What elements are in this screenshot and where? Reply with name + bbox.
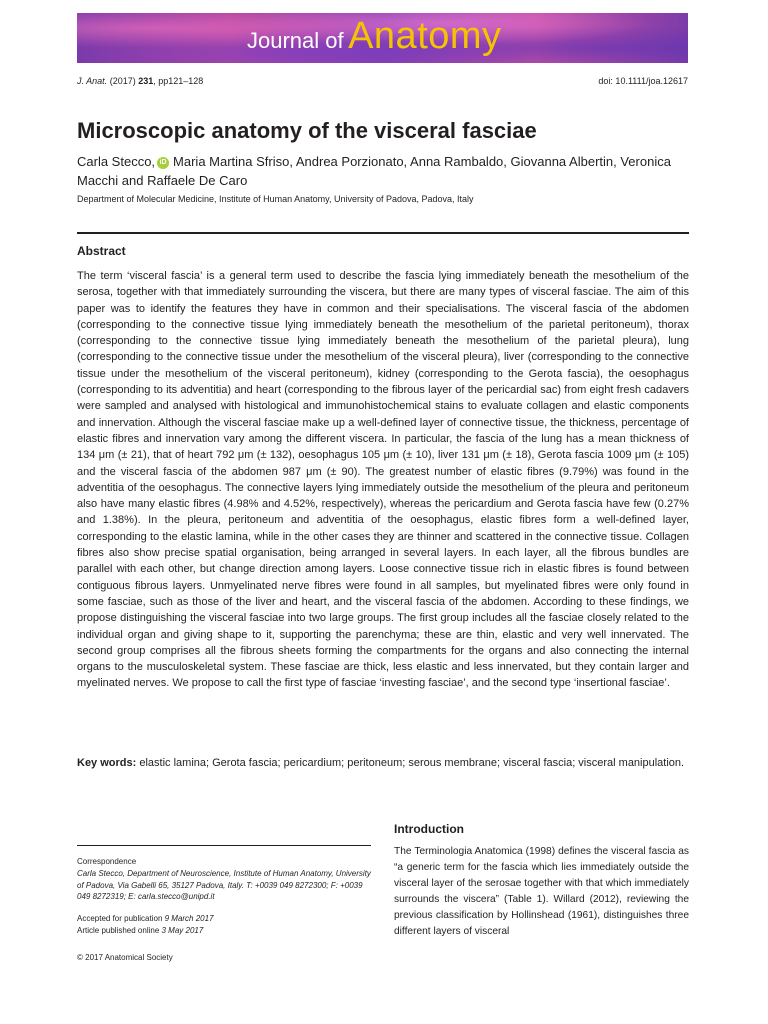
accepted-line	[77, 913, 214, 925]
copyright: © 2017 Anatomical Society	[77, 953, 173, 962]
journal-title-prefix: Journal of	[247, 28, 344, 53]
keywords-list: elastic lamina; Gerota fascia; pericardium; peritoneum; serous membrane; visceral fascia; visceral manipulation.	[136, 757, 685, 769]
correspondence-rule	[77, 845, 371, 846]
correspondence	[77, 856, 377, 903]
article-title: Microscopic anatomy of the visceral fasciae	[77, 118, 537, 143]
abstract-bottom-spacer	[77, 798, 689, 799]
journal-banner	[77, 13, 688, 63]
introduction-text: The Terminologia Anatomica (1998) defines the visceral fascia as “a generic term for the fascia which lies immediately outside the visceral layer of the serosae together with that which immediately surrounds the viscera” (Table 1). Willard (2012), reviewing the previous classification by Hollinshead (1961), distinguishes three different layers of visceral	[394, 846, 689, 937]
citation-journal: J. Anat.	[77, 76, 108, 86]
author-first[interactable]: Carla Stecco,	[77, 154, 156, 169]
correspondence-text: Carla Stecco, Department of Neuroscience, Institute of Human Anatomy, University of Padova, Via Gabelli 65, 35127 Padova, Italy. T: +0039 049 8272300; F: +0039 049 8272319; E: carla.stecco@unipd.it	[77, 868, 371, 902]
citation	[77, 76, 203, 86]
citation-year: (2017)	[109, 76, 136, 86]
author-list	[77, 152, 697, 190]
publication-dates	[77, 913, 214, 937]
journal-title-main: Anatomy	[348, 15, 502, 57]
correspondence-label: Correspondence	[77, 857, 137, 866]
accepted-date: 9 March 2017	[164, 914, 214, 923]
introduction-heading: Introduction	[394, 822, 464, 836]
keywords-label: Key words:	[77, 757, 137, 769]
online-line	[77, 925, 214, 937]
abstract-heading: Abstract	[77, 244, 126, 258]
orcid-icon[interactable]: iD	[157, 157, 169, 169]
abstract-text: The term ‘visceral fascia’ is a general term used to describe the fascia lying immediately beneath the mesothelium of the serosa, together with that immediately surrounding the viscera, but there are many types of visceral fasciae. The aim of this paper was to identify the features they have in common and their specialisations. The visceral fascia of the abdomen (corresponding to the connective tissue lying immediately beneath the mesothelium of the parietal peritoneum), thorax (corresponding to the connective tissue lying immediately beneath the mesothelium of the parietal pleura), lung (corresponding to the connective tissue under the mesothelium of the visceral pleura), liver (corresponding to the connective tissue under the mesothelium of the visceral peritoneum), kidney (corresponding to the Gerota fascia), the oesophagus (corresponding to its adventitia) and heart (corresponding to the fibrous layer of the pericardial sac) from eight fresh cadavers were sampled and analysed with histological and immunohistochemical stains to evaluate collagen and elastic components and innervation. Although the visceral fasciae make up a well-defined layer of connective tissue, the thickness, percentage of elastic fibres and innervation vary among the different viscera. In particular, the fascia of the lung has a mean thickness of 134 μm (± 21), that of heart 792 μm (± 132), oesophagus 105 μm (± 10), liver 131 μm (± 18), Gerota fascia 1009 μm (± 105) and the visceral fascia of the abdomen 987 μm (± 90). The greatest number of elastic fibres (9.79%) was found in the adventitia of the oesophagus. The connective layers lying immediately outside the mesothelium of the pleura and peritoneum also have many elastic fibres (4.98% and 4.52%, respectively), whereas the pericardium and Gerota fascia have few (0.27% and 1.38%). In the pleura, peritoneum and adventitia of the oesophagus, elastic fibres form a well-defined layer, corresponding to the elastic lamina, while in the other cases they are thinner and scattered in the connective tissue. Collagen fibres also show precise spatial organisation, being arranged in several layers. In each layer, all the fibrous bundles are parallel with each other, but change direction among layers. Loose connective tissue rich in elastic fibres is found between contiguous fibrous layers. Unmyelinated nerve fibres were found in all samples, but myelinated fibres were only found in some fasciae, such as those of the liver and heart, and the visceral fascia of the abdomen. According to these findings, we propose distinguishing the visceral fasciae into two large groups. The first group includes all the fasciae closely related to the individual organ and giving shape to it, supporting the parenchyma; these are thin, elastic and very well innervated. The second group comprises all the fibrous sheets forming the compartments for the organs and also connecting the internal organs to the musculoskeletal system. These fasciae are thick, less elastic and less innervated, but they contain larger and myelinated nerves. We propose to call the first type of fasciae ‘investing fasciae’, and the second type ‘insertional fasciae’.	[77, 270, 689, 690]
citation-pages: , pp121–128	[153, 76, 204, 86]
citation-volume: 231	[138, 76, 154, 86]
journal-title	[247, 15, 502, 58]
affiliation: Department of Molecular Medicine, Institute of Human Anatomy, University of Padova, Padova, Italy	[77, 194, 474, 204]
online-date: 3 May 2017	[161, 925, 204, 935]
authors-rest: Maria Martina Sfriso, Andrea Porzionato, Anna Rambaldo, Giovanna Albertin, Veronica Macchi and Raffaele De Caro	[77, 154, 671, 188]
online-label: Article published online	[77, 925, 162, 935]
abstract-top-rule	[77, 232, 689, 234]
doi[interactable]: doi: 10.1111/joa.12617	[598, 76, 688, 86]
keywords	[77, 755, 689, 771]
accepted-label: Accepted for publication	[77, 914, 165, 923]
